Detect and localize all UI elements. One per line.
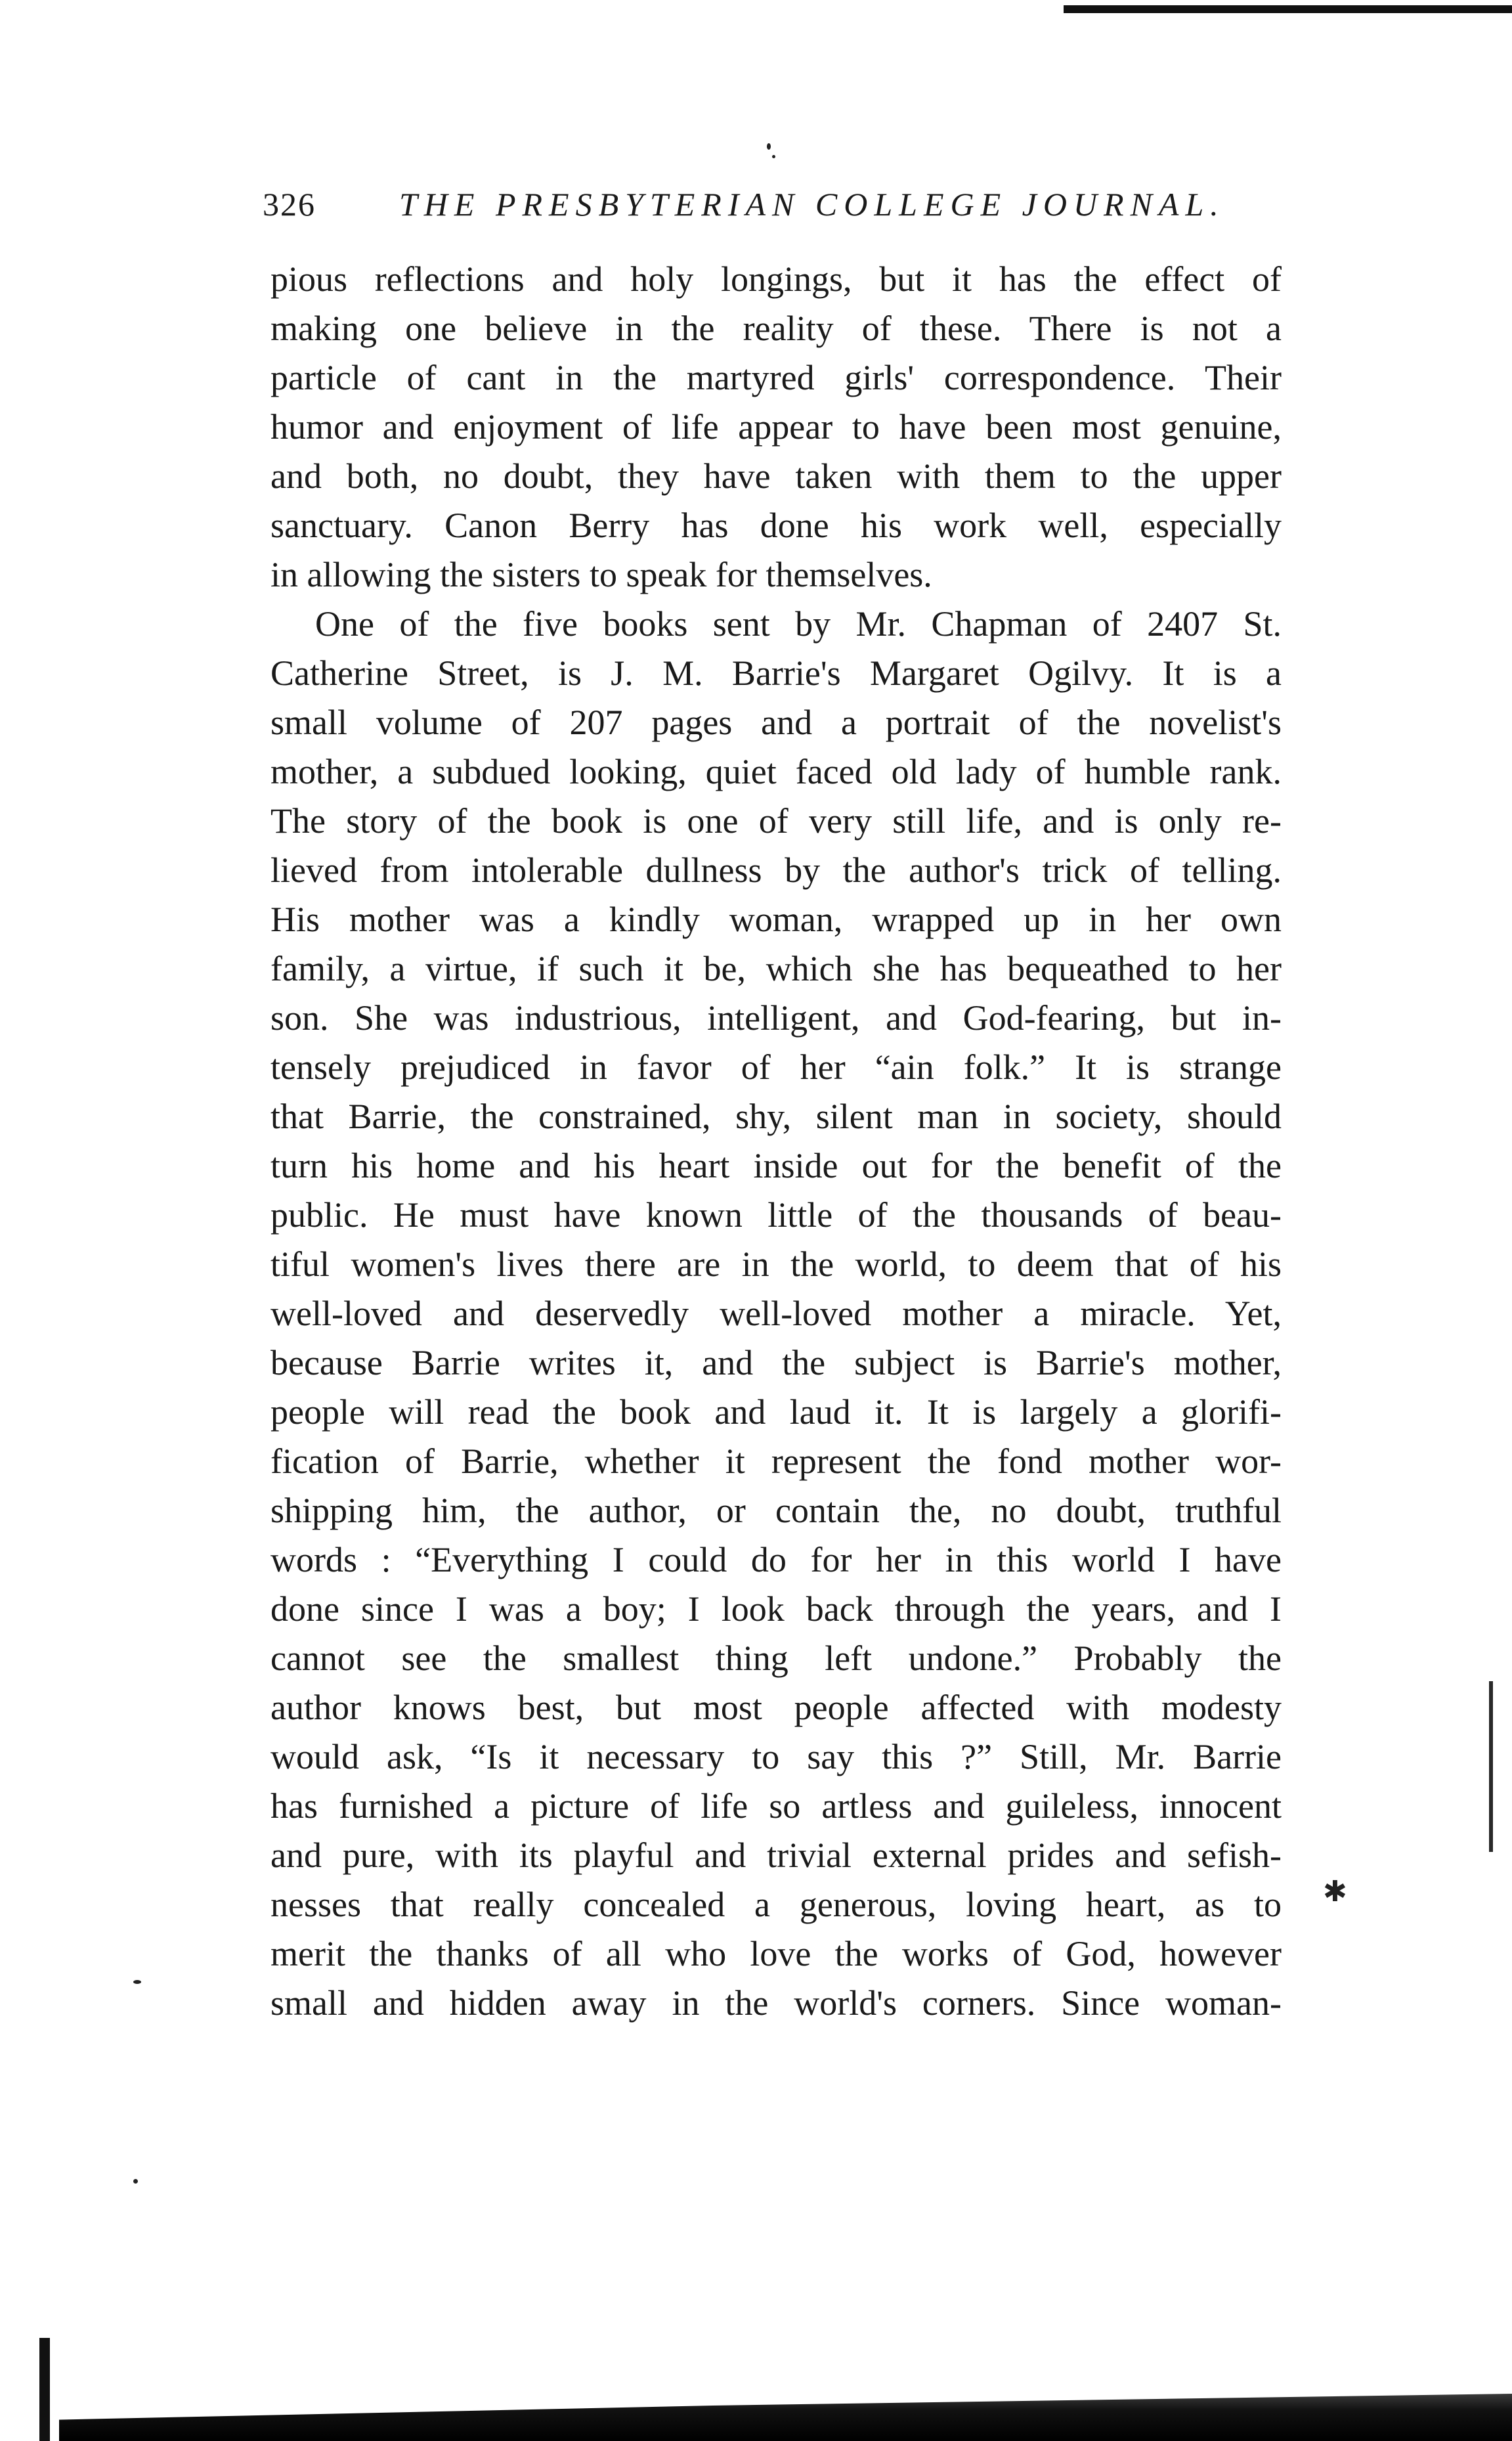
text-line: turn his home and his heart inside out for the benefit of the bbox=[270, 1146, 1282, 1185]
asterisk-mark-icon: ✱ bbox=[1323, 1876, 1347, 1908]
text-line: done since I was a boy; I look back through the years, and I bbox=[270, 1589, 1282, 1629]
text-line: that Barrie, the constrained, shy, silent man in society, should bbox=[270, 1097, 1282, 1136]
page-number: 326 bbox=[263, 186, 316, 223]
text-line: small volume of 207 pages and a portrait of the novelist's bbox=[270, 703, 1282, 742]
text-line: author knows best, but most people affected with modesty bbox=[270, 1688, 1282, 1727]
body-text bbox=[270, 255, 1282, 2028]
text-line: Catherine Street, is J. M. Barrie's Margaret Ogilvy. It is a bbox=[270, 653, 1282, 693]
text-line: small and hidden away in the world's corners. Since woman- bbox=[270, 1983, 1282, 2023]
text-line: public. He must have known little of the thousands of beau- bbox=[270, 1195, 1282, 1235]
text-line: son. She was industrious, intelligent, and God-fearing, but in- bbox=[270, 998, 1282, 1038]
scan-edge-shadow bbox=[39, 2338, 50, 2441]
text-line: tiful women's lives there are in the world, to deem that of his bbox=[270, 1244, 1282, 1284]
margin-mark bbox=[1489, 1681, 1493, 1852]
text-line: merit the thanks of all who love the works of God, however bbox=[270, 1934, 1282, 1973]
page-speck bbox=[772, 155, 775, 158]
text-line: One of the five books sent by Mr. Chapman of 2407 St. bbox=[315, 604, 1282, 644]
text-line: making one believe in the reality of these. There is not a bbox=[270, 309, 1282, 348]
text-line: The story of the book is one of very still life, and is only re- bbox=[270, 801, 1282, 841]
text-line: His mother was a kindly woman, wrapped up in her own bbox=[270, 900, 1282, 939]
text-line: words : “Everything I could do for her in this world I have bbox=[270, 1540, 1282, 1579]
text-line: has furnished a picture of life so artless and guileless, innocent bbox=[270, 1786, 1282, 1826]
scan-edge-shadow bbox=[59, 2394, 1512, 2441]
text-line: shipping him, the author, or contain the, no doubt, truthful bbox=[270, 1491, 1282, 1530]
text-line: and pure, with its playful and trivial external prides and sefish- bbox=[270, 1836, 1282, 1875]
text-line: because Barrie writes it, and the subject is Barrie's mother, bbox=[270, 1343, 1282, 1382]
text-line: tensely prejudiced in favor of her “ain folk.” It is strange bbox=[270, 1047, 1282, 1087]
text-line: and both, no doubt, they have taken with them to the upper bbox=[270, 456, 1282, 496]
text-line: fication of Barrie, whether it represent the fond mother wor- bbox=[270, 1441, 1282, 1481]
top-rule bbox=[1064, 5, 1512, 13]
text-line: particle of cant in the martyred girls' correspondence. Their bbox=[270, 358, 1282, 397]
text-line: cannot see the smallest thing left undone.” Probably the bbox=[270, 1638, 1282, 1678]
page-speck bbox=[133, 2179, 138, 2184]
text-line: nesses that really concealed a generous, loving heart, as to bbox=[270, 1885, 1282, 1924]
text-line: well-loved and deservedly well-loved mother a miracle. Yet, bbox=[270, 1294, 1282, 1333]
running-title: THE PRESBYTERIAN COLLEGE JOURNAL. bbox=[399, 186, 1225, 223]
text-line: sanctuary. Canon Berry has done his work well, especially bbox=[270, 506, 1282, 545]
page-header bbox=[263, 185, 1287, 238]
page-speck bbox=[133, 1980, 141, 1984]
page-speck bbox=[767, 143, 771, 150]
text-line: would ask, “Is it necessary to say this ?” Still, Mr. Barrie bbox=[270, 1737, 1282, 1776]
text-line: mother, a subdued looking, quiet faced old lady of humble rank. bbox=[270, 752, 1282, 791]
text-line: lieved from intolerable dullness by the author's trick of telling. bbox=[270, 850, 1282, 890]
text-line: family, a virtue, if such it be, which she has bequeathed to her bbox=[270, 949, 1282, 988]
text-line: people will read the book and laud it. It is largely a glorifi- bbox=[270, 1392, 1282, 1432]
text-line: pious reflections and holy longings, but it has the effect of bbox=[270, 259, 1282, 299]
text-line: humor and enjoyment of life appear to have been most genuine, bbox=[270, 407, 1282, 447]
text-line: in allowing the sisters to speak for themselves. bbox=[270, 555, 932, 594]
